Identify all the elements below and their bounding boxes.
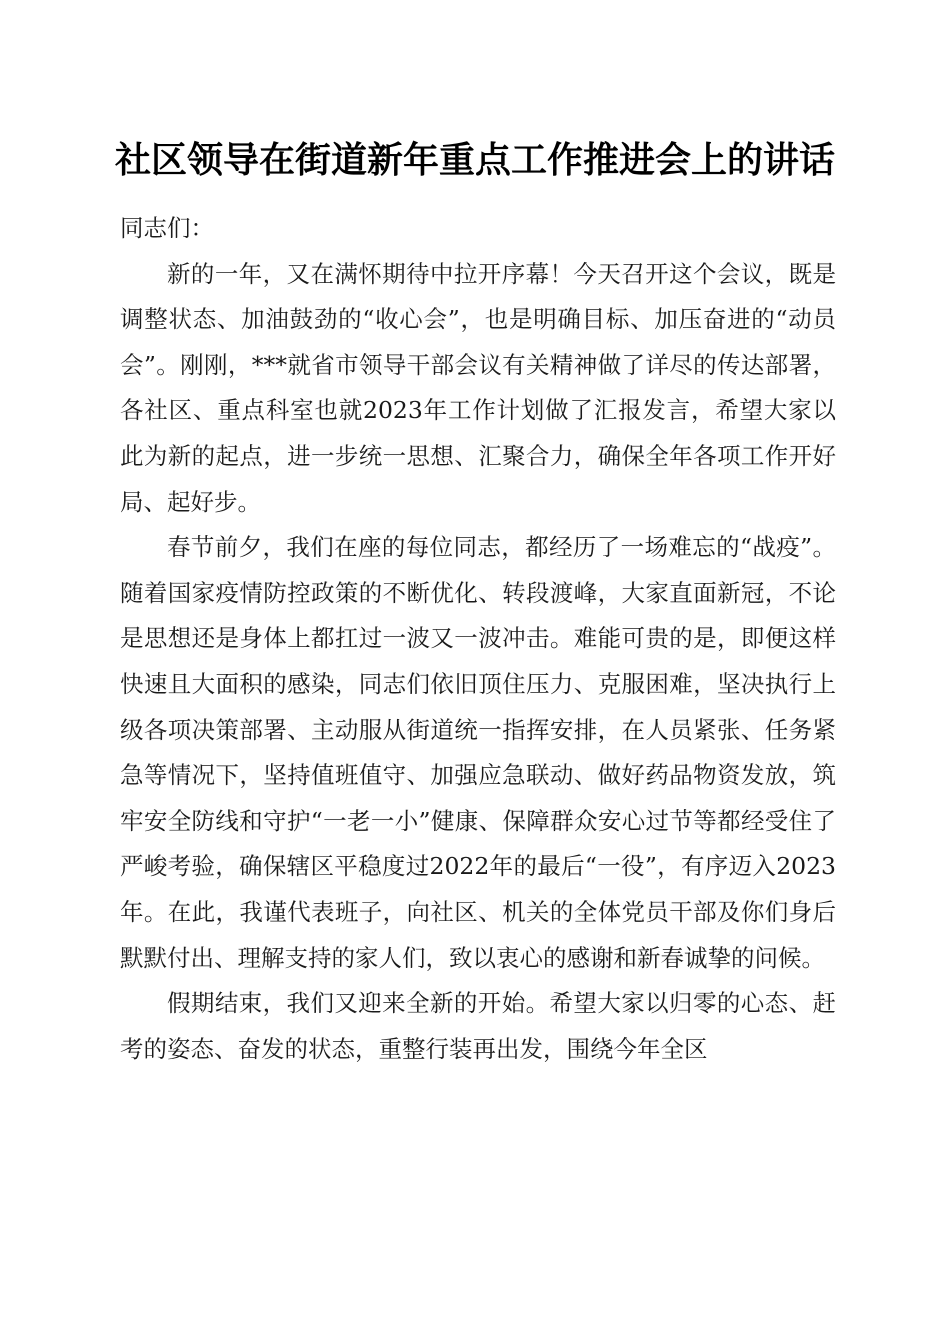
paragraph-1: 新的一年，又在满怀期待中拉开序幕！今天召开这个会议，既是调整状态、加油鼓劲的“收心会”，也是明确目标、加压奋进的“动员会”。刚刚，***就省市领导干部会议有关精神做了详尽的传达部署，各社区、重点科室也就2023年工作计划做了汇报发言，希望大家以此为新的起点，进一步统一思想、汇聚合力，确保全年各项工作开好局、起好步。 <box>120 259 836 516</box>
paragraph-2: 春节前夕，我们在座的每位同志，都经历了一场难忘的“战疫”。随着国家疫情防控政策的不断优化、转段渡峰，大家直面新冠，不论是思想还是身体上都扛过一波又一波冲击。难能可贵的是，即便这样快速且大面积的感染，同志们依旧顶住压力、克服困难，坚决执行上级各项决策部署、主动服从街道统一指挥安排，在人员紧张、任务紧急等情况下，坚持值班值守、加强应急联动、做好药品物资发放，筑牢安全防线和守护“一老一小”健康、保障群众安心过节等都经受住了严峻考验，确保辖区平稳度过2022年的最后“一役”，有序迈入2023年。在此，我谨代表班子，向社区、机关的全体党员干部及你们身后默默付出、理解支持的家人们，致以衷心的感谢和新春诚挚的问候。 <box>120 533 836 972</box>
salutation: 同志们： <box>120 214 214 242</box>
document-body <box>120 206 836 1072</box>
document-title: 社区领导在街道新年重点工作推进会上的讲话 <box>114 139 835 181</box>
paragraph-3: 假期结束，我们又迎来全新的开始。希望大家以归零的心态、赶考的姿态、奋发的状态，重整行装再出发，围绕今年全区 <box>120 989 836 1063</box>
